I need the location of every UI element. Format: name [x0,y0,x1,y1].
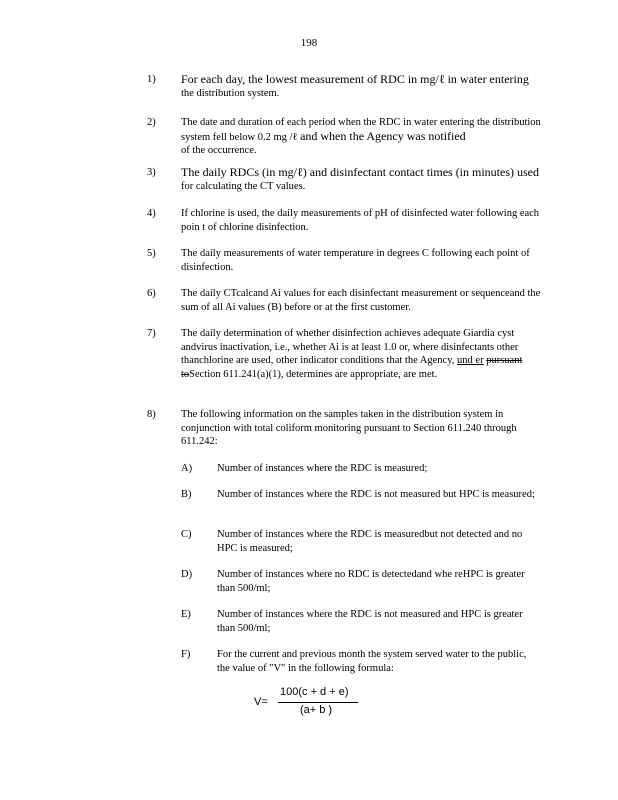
item-number: 1) [147,74,156,85]
sub-item-text: Number of instances where the RDC is measured; [217,463,428,474]
struck-deletion: pursuant to [181,355,523,380]
item-number: 4) [147,208,156,219]
formula-numerator: 100(c + d + e) [280,686,349,698]
item-text-end: of the occurrence. [181,145,257,156]
item-number: 2) [147,117,156,128]
fraction-bar [278,702,358,703]
sub-item-text: Number of instances where no RDC is detectedand whe reHPC is greater than 500/ml; [217,569,525,594]
item-text: The following information on the samples taken in the distribution system in conjunction with total coliform monitoring pursuant to Section 611.240 through 611.242: [181,409,517,447]
sub-item-letter: F) [181,649,191,660]
item-number: 3) [147,167,156,178]
item-text: for calculating the CT values. [181,180,306,192]
item-text-continued: Section 611.241(a)(1), determines are appropriate, are met. [189,368,438,380]
sub-item-letter: B) [181,489,192,500]
item-text-tail: and when the Agency was notified [300,128,466,143]
sub-item-letter: D) [181,569,193,580]
page-number: 198 [300,37,318,49]
sub-item-text: Number of instances where the RDC is not measured but HPC is measured; [217,489,535,500]
formula-denominator: (a+ b ) [300,704,333,716]
sub-item-letter: A) [181,463,193,474]
item-number: 8) [147,409,156,420]
sub-item-letter: E) [181,609,191,620]
item-text: the distribution system. [181,87,280,99]
sub-item-text: For the current and previous month the system served water to the public, the value of "V" in the following formula: [217,649,527,674]
item-number: 6) [147,288,156,299]
item-text: The daily measurements of water temperature in degrees C following each point of disinfection. [181,248,530,273]
item-number: 5) [147,248,156,259]
item-text-lead: For each day, the lowest measurement of RDC in mg/ℓ in water entering [181,72,529,86]
item-text: If chlorine is used, the daily measurements of pH of disinfected water following each poin t of chlorine disinfection. [181,208,540,233]
sub-item-text: Number of instances where the RDC is measuredbut not detected and no HPC is measured; [217,529,523,554]
item-text: The date and duration of each period when the RDC in water entering the distribution system fell below 0.2 mg /ℓ [181,117,541,143]
sub-item-text: Number of instances where the RDC is not measured and HPC is greater than 500/ml; [217,609,523,634]
item-text: The daily CTcalcand Ai values for each disinfectant measurement or sequenceand the sum of all Ai values (B) before or at the first customer. [181,288,541,313]
underlined-insertion: und er [457,355,484,366]
item-text: The daily determination of whether disinfection achieves adequate Giardia cyst andvirus inactivation, i.e., whether Ai is at least 1.0 or, where disinfectants other thanchlorine are used, other indicator conditions that the Agency, [181,328,519,366]
item-number: 7) [147,328,156,339]
sub-item-letter: C) [181,529,192,540]
item-text-lead: The daily RDCs (in mg/ℓ) and disinfectant contact times (in minutes) used [181,165,540,179]
v-formula [254,684,374,724]
formula-lhs: V= [254,696,268,708]
